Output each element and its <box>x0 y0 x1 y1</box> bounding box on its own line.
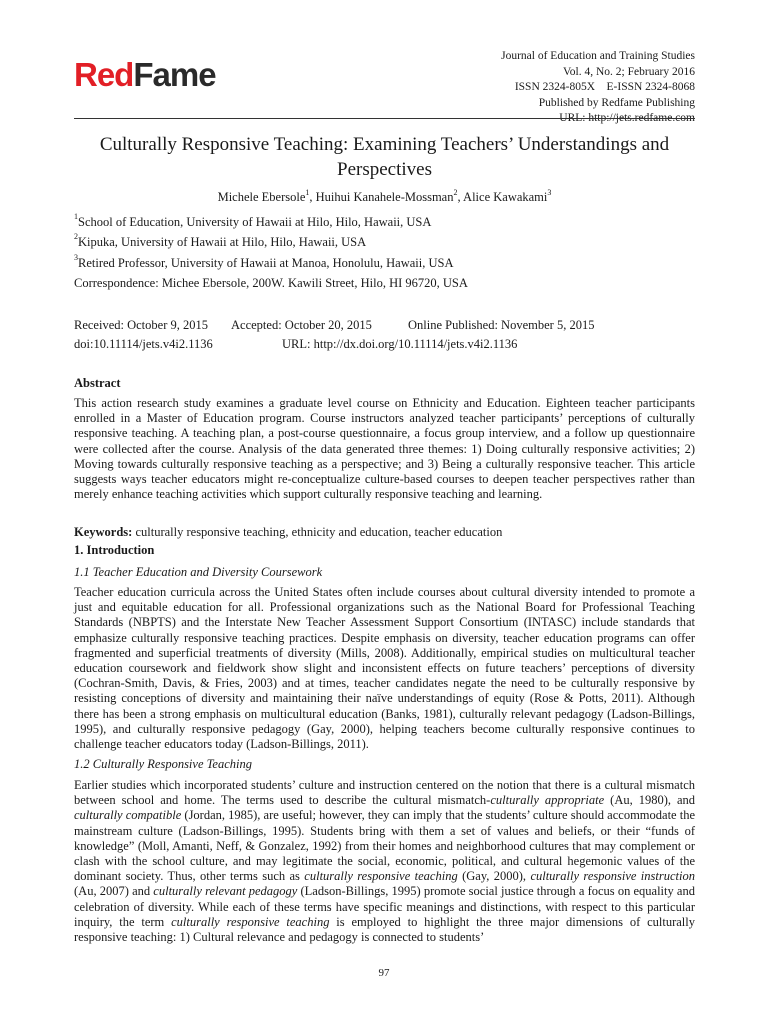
affiliation-2: $^2$Kipuka, University of Hawaii at Hilo, Hilo, Hawaii, USA <box>74 232 367 249</box>
doi-url[interactable]: URL: http://dx.doi.org/10.11114/jets.v4i2.1136 <box>282 337 518 351</box>
author-list: Michele Ebersole$^1$, Huihui Kanahele-Mossman$^2$, Alice Kawakami$^3$ <box>217 188 552 204</box>
paper-title: Culturally Responsive Teaching: Examining Teachers’ Understandings and Perspectives <box>99 134 670 180</box>
abstract-text: This action research study examines a graduate level course on Ethnicity and Education. Eighteen teacher participants enrolled in a Master of Education program. Course instructors analyzed teacher participants’ perceptions of culturally responsive teaching. A teaching plan, a post-course questionnaire, a focus group interview, and a follow up questionnaire were collected after the course. Analysis of the data generated three themes: 1) Doing culturally responsive activities; 2) Moving towards culturally responsive teaching as a perspective; and 3) Being a culturally responsive teacher. This article suggests ways teacher educators might re-conceptualize culture-based courses to deepen teacher perspectives rather than merely enhance teaching activities which support culturally responsive teaching and learning. <box>74 396 695 502</box>
intro-paragraph-1: Teacher education curricula across the United States often include courses about cultural diversity intended to promote a just and equitable education for all. Professional organizations such as the National Board for Professional Teaching Standards (NBPTS) and the Interstate New Teacher Assessment Support Consortium (INTASC) include standards that emphasize culturally responsive teaching practices. Despite emphasis on diversity, teacher education programs can offer fragmented and superficial treatments of diversity (Mills, 2008). Additionally, empirical studies on multicultural teacher education coursework and fieldwork show slight and inconsistent effects on future teachers’ perceptions of diversity (Cochran-Smith, Davis, & Fries, 2003) and at times, teacher candidates negate the need to be culturally responsive by resisting conceptions of diversity and maintaining their naïve understandings of equity (Rose & Potts, 2011). Although there has been a strong emphasis on multicultural education (Banks, 1981), culturally relevant pedagogy (Ladson-Billings, 1995), and culturally responsive pedagogy (Gay, 2000), helping teachers become culturally responsive continues to challenge teacher educators today (Ladson-Billings, 2011). <box>74 585 695 752</box>
accepted-date: Accepted: October 20, 2015 <box>231 318 372 332</box>
affiliation-1: $^1$School of Education, University of Hawaii at Hilo, Hilo, Hawaii, USA <box>74 212 432 229</box>
section-heading-introduction: 1. Introduction <box>74 543 155 557</box>
subsection-heading-1-1: 1.1 Teacher Education and Diversity Coursework <box>74 565 323 579</box>
journal-info <box>501 49 695 127</box>
abstract-heading: Abstract <box>74 376 121 390</box>
journal-publisher: Published by Redfame Publishing <box>538 96 695 109</box>
keywords: Keywords: culturally responsive teaching, ethnicity and education, teacher education <box>74 525 503 539</box>
correspondence: Correspondence: Michee Ebersole, 200W. Kawili Street, Hilo, HI 96720, USA <box>74 276 468 290</box>
journal-url[interactable]: URL: http://jets.redfame.com <box>559 112 695 124</box>
published-date: Online Published: November 5, 2015 <box>408 318 595 332</box>
header-rule <box>74 118 695 119</box>
journal-name: Journal of Education and Training Studies <box>501 50 695 62</box>
received-date: Received: October 9, 2015 <box>74 318 208 332</box>
subsection-heading-1-2: 1.2 Culturally Responsive Teaching <box>74 757 252 771</box>
redfame-logo: RedFame <box>74 56 216 93</box>
page-number: 97 <box>378 967 390 979</box>
affiliation-3: $^3$Retired Professor, University of Hawaii at Manoa, Honolulu, Hawaii, USA <box>74 253 454 270</box>
intro-paragraph-2: Earlier studies which incorporated students’ culture and instruction centered on the notion that there is a cultural mismatch between school and home. The terms used to describe the cultural mismatch-culturally appropriate (Au, 1980), and culturally compatible (Jordan, 1985), are useful; however, they can imply that the students’ culture should accommodate the mainstream culture (Ladson-Billings, 1995). Students bring with them a set of values and beliefs, or their “funds of knowledge” (Moll, Amanti, Neff, & Gonzalez, 1992) from their homes and neighborhood cultures that may complement or clash with the school culture, and may legitimate the social, economic, political, and cultural hegemonic values of the dominant society. Thus, other terms such as culturally responsive teaching (Gay, 2000), culturally responsive instruction (Au, 2007) and culturally relevant pedagogy (Ladson-Billings, 1995) promote social justice through a focus on equality and celebration of diversity. While each of these terms have specific meanings and distinctions, with respect to this particular inquiry, the term culturally responsive teaching is employed to highlight the three major dimensions of culturally responsive teaching: 1) Cultural relevance and pedagogy is connected to students’ <box>74 778 695 945</box>
journal-volume: Vol. 4, No. 2; February 2016 <box>562 65 695 78</box>
journal-issn: ISSN 2324-805X E-ISSN 2324-8068 <box>514 81 695 93</box>
doi: doi:10.11114/jets.v4i2.1136 <box>74 337 213 351</box>
